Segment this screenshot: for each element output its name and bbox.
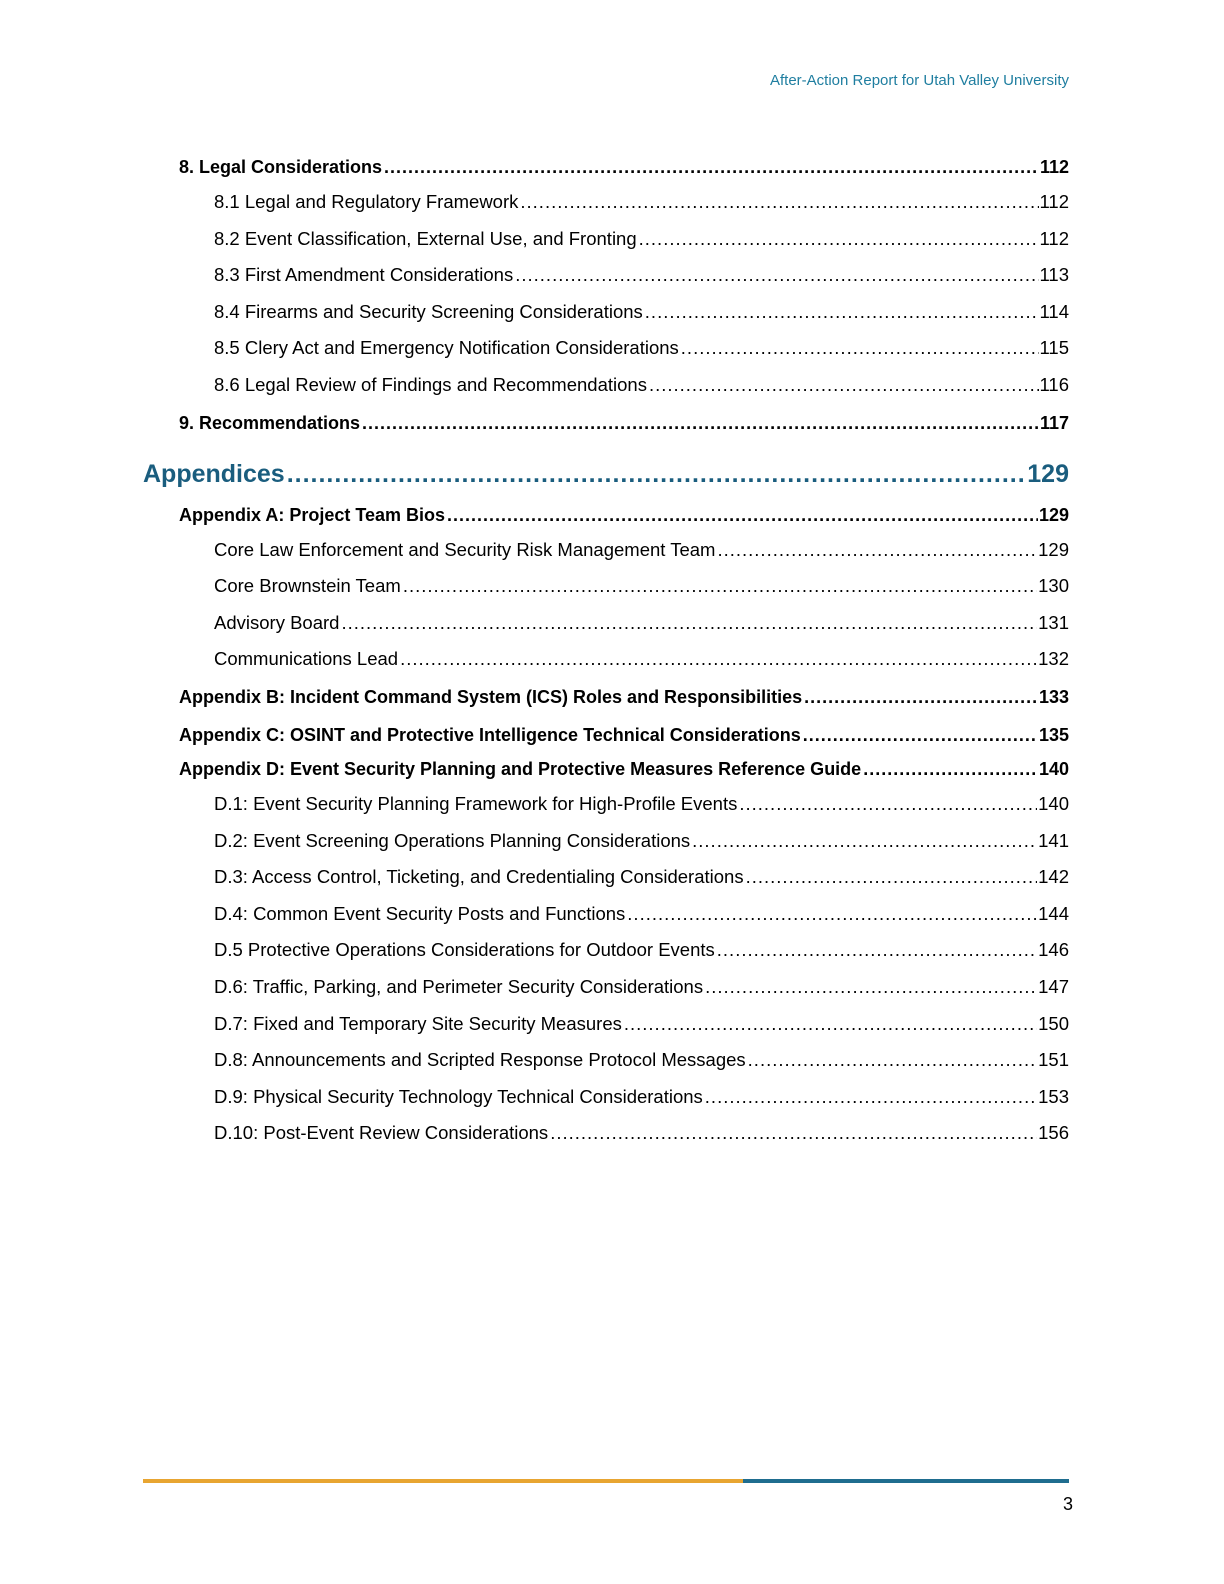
toc-entry-appendix-d[interactable]: [179, 754, 1069, 788]
dot-leader: [681, 332, 1039, 364]
dot-leader: [863, 754, 1038, 784]
dot-leader: [550, 1117, 1037, 1149]
toc-entry-d-8[interactable]: [214, 1044, 1069, 1081]
toc-entry-label: 8.6 Legal Review of Findings and Recommendations: [214, 373, 647, 395]
dot-leader: [341, 607, 1037, 639]
toc-entry-d-9[interactable]: [214, 1081, 1069, 1118]
toc-entry-label: 8.3 First Amendment Considerations: [214, 264, 514, 286]
toc-entry-page: 140: [1038, 792, 1069, 814]
toc-entry-appendix-a-2[interactable]: [214, 570, 1069, 607]
dot-leader: [717, 934, 1037, 966]
toc-entry-label: Advisory Board: [214, 611, 340, 633]
dot-leader: [649, 369, 1039, 401]
toc-entry-page: 115: [1039, 337, 1069, 359]
toc-entry-label: D.7: Fixed and Temporary Site Security Measures: [214, 1012, 622, 1034]
dot-leader: [705, 1081, 1037, 1113]
toc-entry-label: D.2: Event Screening Operations Planning Considerations: [214, 829, 691, 851]
footer-rule-gold-segment: [143, 1479, 743, 1483]
dot-leader: [803, 716, 1038, 754]
toc-entry-page: 129: [1038, 504, 1069, 525]
toc-entry-label: Appendix B: Incident Command System (ICS) Roles and Responsibilities: [179, 686, 803, 707]
toc-entry-page: 142: [1038, 866, 1069, 888]
toc-entry-label: 8.2 Event Classification, External Use, and Fronting: [214, 227, 637, 249]
toc-entry-label: Core Law Enforcement and Security Risk Management Team: [214, 538, 716, 560]
toc-entry-d-1[interactable]: [214, 788, 1069, 825]
toc-entry-d-5[interactable]: [214, 934, 1069, 971]
dot-leader: [627, 898, 1037, 930]
toc-entry-page: 112: [1039, 191, 1069, 212]
toc-entry-page: 112: [1039, 157, 1069, 177]
dot-leader: [515, 259, 1038, 291]
toc-entry-page: 131: [1038, 611, 1069, 633]
toc-entry-appendix-a-4[interactable]: [214, 643, 1069, 680]
running-header: After-Action Report for Utah Valley University: [770, 72, 1069, 89]
toc-entry-page: 147: [1038, 975, 1069, 997]
toc-entry-label: D.8: Announcements and Scripted Response Protocol Messages: [214, 1049, 746, 1071]
toc-entry-appendices[interactable]: [143, 454, 1069, 498]
toc-entry-label: D.1: Event Security Planning Framework for High-Profile Events: [214, 792, 738, 814]
toc-entry-d-4[interactable]: [214, 898, 1069, 935]
toc-entry-page: 129: [1027, 459, 1069, 488]
toc-entry-label: 8.5 Clery Act and Emergency Notification Considerations: [214, 337, 679, 359]
table-of-contents: [143, 152, 1069, 1154]
toc-entry-label: 8.4 Firearms and Security Screening Considerations: [214, 300, 643, 322]
toc-entry-page: 135: [1038, 724, 1069, 745]
toc-entry-label: D.3: Access Control, Ticketing, and Credentialing Considerations: [214, 866, 744, 888]
toc-entry-appendix-a[interactable]: [179, 500, 1069, 534]
toc-entry-page: 114: [1039, 300, 1069, 322]
toc-entry-d-10[interactable]: [214, 1117, 1069, 1154]
toc-entry-appendix-a-1[interactable]: [214, 534, 1069, 571]
toc-entry-label: Core Brownstein Team: [214, 575, 401, 597]
dot-leader: [746, 861, 1038, 893]
toc-entry-label: Appendix C: OSINT and Protective Intelligence Technical Considerations: [179, 724, 801, 745]
toc-entry-page: 113: [1039, 264, 1069, 286]
dot-leader: [692, 825, 1037, 857]
dot-leader: [520, 186, 1038, 218]
dot-leader: [705, 971, 1037, 1003]
toc-entry-page: 116: [1039, 373, 1069, 395]
toc-entry-page: 129: [1038, 538, 1069, 560]
toc-entry-8-3[interactable]: [214, 259, 1069, 296]
toc-entry-d-7[interactable]: [214, 1008, 1069, 1045]
toc-entry-8-6[interactable]: [214, 369, 1069, 406]
toc-entry-label: Appendix A: Project Team Bios: [179, 504, 446, 525]
dot-leader: [645, 296, 1039, 328]
toc-entry-page: 132: [1038, 648, 1069, 670]
toc-entry-label: D.5 Protective Operations Considerations for Outdoor Events: [214, 939, 715, 961]
toc-entry-label: Appendices: [143, 459, 285, 488]
dot-leader: [717, 534, 1037, 566]
dot-leader: [624, 1008, 1037, 1040]
toc-entry-appendix-b[interactable]: [179, 682, 1069, 716]
dot-leader: [403, 570, 1037, 602]
dot-leader: [748, 1044, 1037, 1076]
toc-entry-appendix-a-3[interactable]: [214, 607, 1069, 644]
toc-entry-8-5[interactable]: [214, 332, 1069, 369]
dot-leader: [362, 408, 1039, 438]
dot-leader: [400, 643, 1037, 675]
footer-rule-blue-segment: [743, 1479, 1069, 1483]
dot-leader: [639, 223, 1039, 255]
toc-entry-d-6[interactable]: [214, 971, 1069, 1008]
toc-entry-label: Appendix D: Event Security Planning and Protective Measures Reference Guide: [179, 758, 862, 779]
dot-leader: [287, 454, 1027, 494]
toc-entry-page: 130: [1038, 575, 1069, 597]
dot-leader: [804, 682, 1038, 712]
toc-entry-d-2[interactable]: [214, 825, 1069, 862]
page-number: 3: [1062, 1494, 1073, 1514]
dot-leader: [384, 152, 1039, 182]
toc-entry-8-4[interactable]: [214, 296, 1069, 333]
toc-entry-label: 8. Legal Considerations: [179, 157, 383, 177]
toc-entry-page: 140: [1038, 758, 1069, 779]
toc-entry-label: D.9: Physical Security Technology Technical Considerations: [214, 1085, 703, 1107]
dot-leader: [739, 788, 1037, 820]
toc-entry-page: 153: [1038, 1085, 1069, 1107]
toc-entry-page: 112: [1039, 227, 1069, 249]
toc-entry-8-2[interactable]: [214, 223, 1069, 260]
footer-rule: [143, 1479, 1069, 1483]
toc-entry-label: Communications Lead: [214, 648, 399, 670]
dot-leader: [447, 500, 1038, 530]
toc-entry-page: 117: [1039, 412, 1069, 433]
toc-entry-label: 8.1 Legal and Regulatory Framework: [214, 191, 519, 212]
toc-entry-d-3[interactable]: [214, 861, 1069, 898]
toc-entry-label: D.4: Common Event Security Posts and Functions: [214, 902, 626, 924]
toc-entry-page: 151: [1038, 1049, 1069, 1071]
toc-entry-8-1[interactable]: [214, 186, 1069, 223]
toc-entry-label: D.10: Post-Event Review Considerations: [214, 1122, 549, 1144]
toc-entry-appendix-c[interactable]: [179, 716, 1069, 754]
toc-entry-page: 133: [1038, 686, 1069, 707]
toc-entry-page: 141: [1038, 829, 1069, 851]
toc-entry-section-8[interactable]: [179, 152, 1069, 186]
toc-entry-section-9[interactable]: [179, 408, 1069, 442]
toc-entry-page: 144: [1038, 902, 1069, 924]
toc-entry-page: 150: [1038, 1012, 1069, 1034]
toc-entry-label: 9. Recommendations: [179, 412, 361, 433]
toc-entry-page: 156: [1038, 1122, 1069, 1144]
toc-entry-page: 146: [1038, 939, 1069, 961]
toc-entry-label: D.6: Traffic, Parking, and Perimeter Security Considerations: [214, 975, 704, 997]
